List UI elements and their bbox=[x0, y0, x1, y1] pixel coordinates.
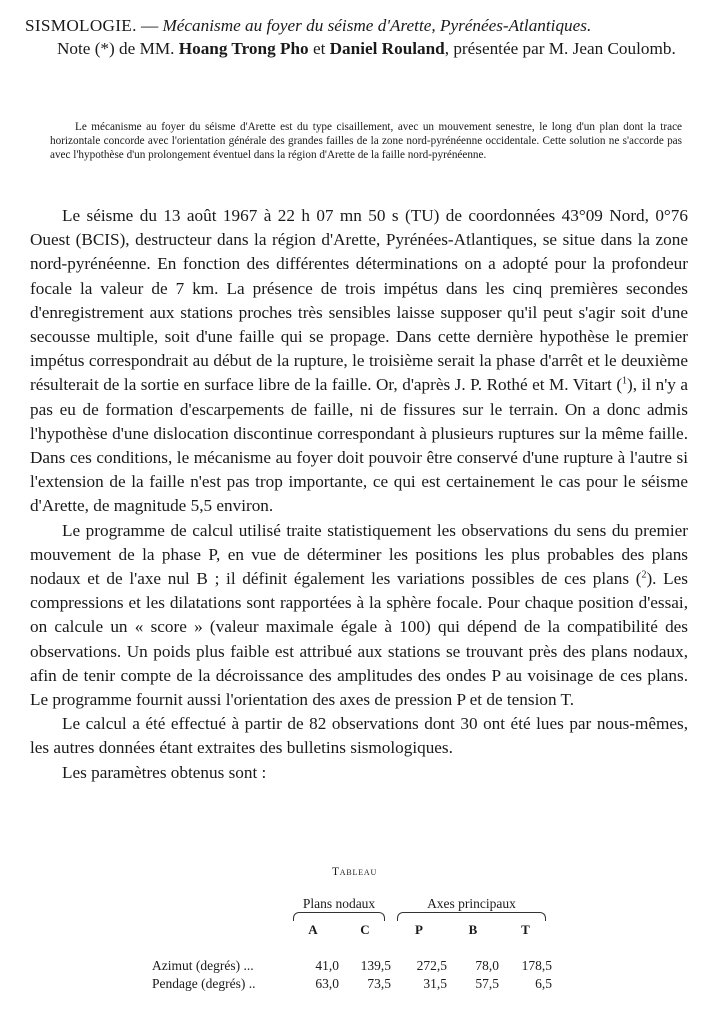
cell-azimut-b: 78,0 bbox=[475, 958, 499, 973]
author-2: Daniel Rouland bbox=[329, 39, 445, 58]
column-header-b: B bbox=[468, 922, 478, 937]
group-label-axes-principaux: Axes principaux bbox=[427, 896, 516, 911]
parameters-table bbox=[152, 896, 552, 993]
cell-azimut-p: 272,5 bbox=[416, 958, 447, 973]
paragraph-4: Les paramètres obtenus sont : bbox=[62, 762, 267, 782]
paragraph-2-part-b: ). Les compressions et les dilatations sont rapportées à la sphère focale. Pour chaque position d'essai, on calcule un « score » (valeur maximale égale à 100) qui dépend de la compatibilité des observations. Un poids plus faible est attribué aux stations se trouvant près des plans nodaux, afin de tenir compte de la décroissance des amplitudes des ondes P au voisinage de ces plans. Le programme fournit aussi l'orientation des axes de pression P et de tension T. bbox=[30, 569, 688, 710]
presented-by: , présentée par M. Jean Coulomb. bbox=[444, 39, 676, 58]
table-group-header-row bbox=[152, 896, 552, 921]
cell-azimut-c: 139,5 bbox=[360, 958, 391, 973]
cell-pendage-t: 6,5 bbox=[535, 976, 552, 991]
column-header-c: C bbox=[360, 922, 370, 937]
paragraph-1-part-a: Le séisme du 13 août 1967 à 22 h 07 mn 50 s (TU) de coordonnées 43°09 Nord, 0°76 Ouest (BCIS), destructeur dans la région d'Arette, Pyrénées-Atlantiques, se situe dans la zone nord-pyrénéenne. En fonction des différentes déterminations on a adopté pour la profondeur focale la valeur de 7 km. La présence de trois impétus dans les cinq premières secondes d'enregistrement aux stations proches très sensibles laisse supposer qu'il peut s'agir soit d'une secousse multiple, soit d'une faille qui se propage. Dans cette dernière hypothèse le premier impétus correspondrait au début de la rupture, le troisième serait la phase d'arrêt et le deuxième résulterait de la sortie en surface libre de la faille. Or, d'après J. P. Rothé et M. Vitart ( bbox=[30, 206, 688, 395]
header-dash: — bbox=[136, 16, 163, 35]
article-title: Mécanisme au foyer du séisme d'Arette, Pyrénées-Atlantiques. bbox=[162, 16, 592, 35]
row-label-pendage: Pendage (degrés) .. bbox=[152, 976, 256, 991]
paragraph-3: Le calcul a été effectué à partir de 82 observations dont 30 ont été lues par nous-mêmes, les autres données étant extraites des bulletins sismologiques. bbox=[30, 714, 688, 758]
group-header-axes-principaux bbox=[391, 896, 552, 921]
cell-pendage-c: 73,5 bbox=[367, 976, 391, 991]
column-header-p: P bbox=[415, 922, 423, 937]
footnote-ref-1[interactable]: 1 bbox=[622, 375, 628, 387]
paragraph-1 bbox=[30, 204, 688, 519]
author-conjunction: et bbox=[308, 39, 330, 58]
group-brace-axes-principaux bbox=[397, 912, 546, 921]
column-header-t: T bbox=[521, 922, 530, 937]
author-1: Hoang Trong Pho bbox=[178, 39, 309, 58]
table-column-header-row bbox=[152, 921, 552, 939]
table-row-azimut bbox=[152, 957, 552, 975]
column-header-a: A bbox=[308, 922, 318, 937]
paragraph-2 bbox=[30, 519, 688, 713]
paragraph-2-part-a: Le programme de calcul utilisé traite statistiquement les observations du sens du premier mouvement de la phase P, en vue de déterminer les positions les plus probables des plans nodaux et de l'axe nul B ; il définit également les variations possibles de ces plans ( bbox=[30, 520, 688, 589]
table-spacer-row bbox=[152, 939, 552, 957]
note-prefix: Note (*) de MM. bbox=[57, 39, 179, 58]
table-title: Tableau bbox=[331, 866, 378, 878]
article-body bbox=[30, 204, 688, 785]
abstract: Le mécanisme au foyer du séisme d'Arette est du type cisaillement, avec un mouvement senestre, le long d'un plan dont la trace horizontale concorde avec l'orientation générale des grandes failles de la zone nord-pyrénéenne occidentale. Cette solution ne s'accorde pas avec l'hypothèse d'un prolongement éventuel dans la région d'Arette de la faille nord-pyrénéenne. bbox=[50, 121, 682, 161]
footnote-ref-2[interactable]: 2 bbox=[641, 569, 647, 581]
cell-azimut-t: 178,5 bbox=[521, 958, 552, 973]
header-line-1 bbox=[25, 14, 695, 37]
cell-azimut-a: 41,0 bbox=[315, 958, 339, 973]
cell-pendage-p: 31,5 bbox=[423, 976, 447, 991]
article-header bbox=[25, 14, 695, 60]
author-line bbox=[25, 37, 695, 60]
table-row-pendage bbox=[152, 975, 552, 993]
paragraph-1-part-b: ), il n'y a pas eu de formation d'escarpements de faille, ni de fissures sur le terrain. On a donc admis l'hypothèse d'une dislocation discontinue correspondant à plusieurs ruptures sur la même faille. Dans ces conditions, le mécanisme au foyer doit pouvoir être conservé d'une rupture à l'autre si l'extension de la faille n'est pas trop importante, ce qui est certainement le cas pour le séisme d'Arette, de magnitude 5,5 environ. bbox=[30, 375, 688, 516]
cell-pendage-a: 63,0 bbox=[315, 976, 339, 991]
section-label: SISMOLOGIE. bbox=[25, 16, 137, 35]
group-label-plans-nodaux: Plans nodaux bbox=[302, 896, 376, 911]
row-label-azimut: Azimut (degrés) ... bbox=[152, 958, 254, 973]
group-brace-plans-nodaux bbox=[293, 912, 385, 921]
group-header-plans-nodaux bbox=[287, 896, 391, 921]
cell-pendage-b: 57,5 bbox=[475, 976, 499, 991]
